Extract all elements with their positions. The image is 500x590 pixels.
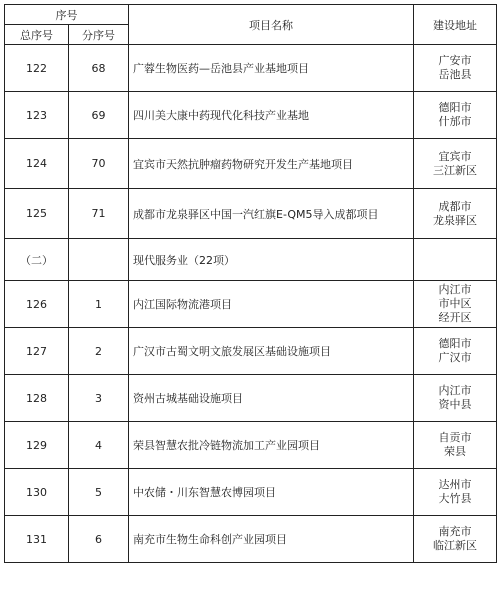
- address-cell: [414, 422, 497, 469]
- project-name-cell: 广蓉生物医药—岳池县产业基地项目: [129, 45, 414, 92]
- section-address: [414, 239, 497, 281]
- address-line: 岳池县: [438, 68, 472, 81]
- address-cell: [414, 139, 497, 189]
- sub-seq-cell: 69: [69, 92, 129, 139]
- table-row: [5, 189, 497, 239]
- address-cell: [414, 469, 497, 516]
- header-name: 项目名称: [129, 5, 414, 45]
- address-line: 自贡市: [438, 431, 472, 444]
- address-line: 什邡市: [438, 115, 472, 128]
- header-address: 建设地址: [414, 5, 497, 45]
- sub-seq-cell: 3: [69, 375, 129, 422]
- project-name-cell: 内江国际物流港项目: [129, 281, 414, 328]
- header-seq: 序号: [5, 5, 129, 25]
- sub-seq-cell: 68: [69, 45, 129, 92]
- project-name-cell: 中农储・川东智慧农博园项目: [129, 469, 414, 516]
- total-seq-cell: 124: [5, 139, 69, 189]
- address-cell: [414, 281, 497, 328]
- address-line: 达州市: [438, 478, 472, 491]
- total-seq-cell: 129: [5, 422, 69, 469]
- total-seq-cell: 123: [5, 92, 69, 139]
- sub-seq-cell: 4: [69, 422, 129, 469]
- total-seq-cell: 131: [5, 516, 69, 563]
- table-row: [5, 281, 497, 328]
- project-name-cell: 荣县智慧农批冷链物流加工产业园项目: [129, 422, 414, 469]
- total-seq-cell: 130: [5, 469, 69, 516]
- header-total-seq: 总序号: [5, 25, 69, 45]
- sub-seq-cell: 70: [69, 139, 129, 189]
- sub-seq-cell: 5: [69, 469, 129, 516]
- address-line: 大竹县: [438, 492, 472, 505]
- sub-seq-cell: 1: [69, 281, 129, 328]
- total-seq-cell: 128: [5, 375, 69, 422]
- project-name-cell: 宜宾市天然抗肿瘤药物研究开发生产基地项目: [129, 139, 414, 189]
- address-line: 德阳市: [438, 337, 472, 350]
- total-seq-cell: 126: [5, 281, 69, 328]
- address-cell: [414, 92, 497, 139]
- project-name-cell: 四川美大康中药现代化科技产业基地: [129, 92, 414, 139]
- address-line: 内江市: [438, 283, 472, 296]
- address-cell: [414, 516, 497, 563]
- address-line: 内江市: [438, 384, 472, 397]
- address-line: 资中县: [438, 398, 472, 411]
- address-line: 广安市: [438, 54, 472, 67]
- header-sub-seq: 分序号: [69, 25, 129, 45]
- project-name-cell: 南充市生物生命科创产业园项目: [129, 516, 414, 563]
- address-line: 临江新区: [433, 539, 477, 552]
- sub-seq-cell: 6: [69, 516, 129, 563]
- address-line: 南充市: [438, 525, 472, 538]
- section-sub: [69, 239, 129, 281]
- address-cell: [414, 328, 497, 375]
- sub-seq-cell: 2: [69, 328, 129, 375]
- address-cell: [414, 189, 497, 239]
- table-row: [5, 139, 497, 189]
- address-line: 德阳市: [438, 101, 472, 114]
- address-line: 广汉市: [438, 351, 472, 364]
- address-line: 荣县: [444, 445, 466, 458]
- address-cell: [414, 375, 497, 422]
- total-seq-cell: 127: [5, 328, 69, 375]
- address-line: 成都市: [438, 199, 472, 213]
- table-row: [5, 328, 497, 375]
- section-number: （二）: [5, 239, 69, 281]
- table-row: [5, 516, 497, 563]
- address-line: 市中区: [438, 297, 472, 310]
- sub-seq-cell: 71: [69, 189, 129, 239]
- section-row: [5, 239, 497, 281]
- table-row: [5, 92, 497, 139]
- project-name-cell: 广汉市古蜀文明文旅发展区基础设施项目: [129, 328, 414, 375]
- header-row: [5, 5, 497, 25]
- table-row: [5, 45, 497, 92]
- total-seq-cell: 125: [5, 189, 69, 239]
- table-row: [5, 375, 497, 422]
- address-cell: [414, 45, 497, 92]
- project-name-cell: 资州古城基础设施项目: [129, 375, 414, 422]
- project-table: [4, 4, 497, 563]
- address-line: 龙泉驿区: [433, 213, 477, 227]
- table-row: [5, 469, 497, 516]
- address-line: 三江新区: [433, 163, 477, 177]
- project-name-cell: 成都市龙泉驿区中国一汽红旗E-QM5导入成都项目: [129, 189, 414, 239]
- section-title: 现代服务业（22项）: [129, 239, 414, 281]
- table-row: [5, 422, 497, 469]
- address-line: 经开区: [438, 311, 472, 324]
- total-seq-cell: 122: [5, 45, 69, 92]
- address-line: 宜宾市: [438, 149, 472, 163]
